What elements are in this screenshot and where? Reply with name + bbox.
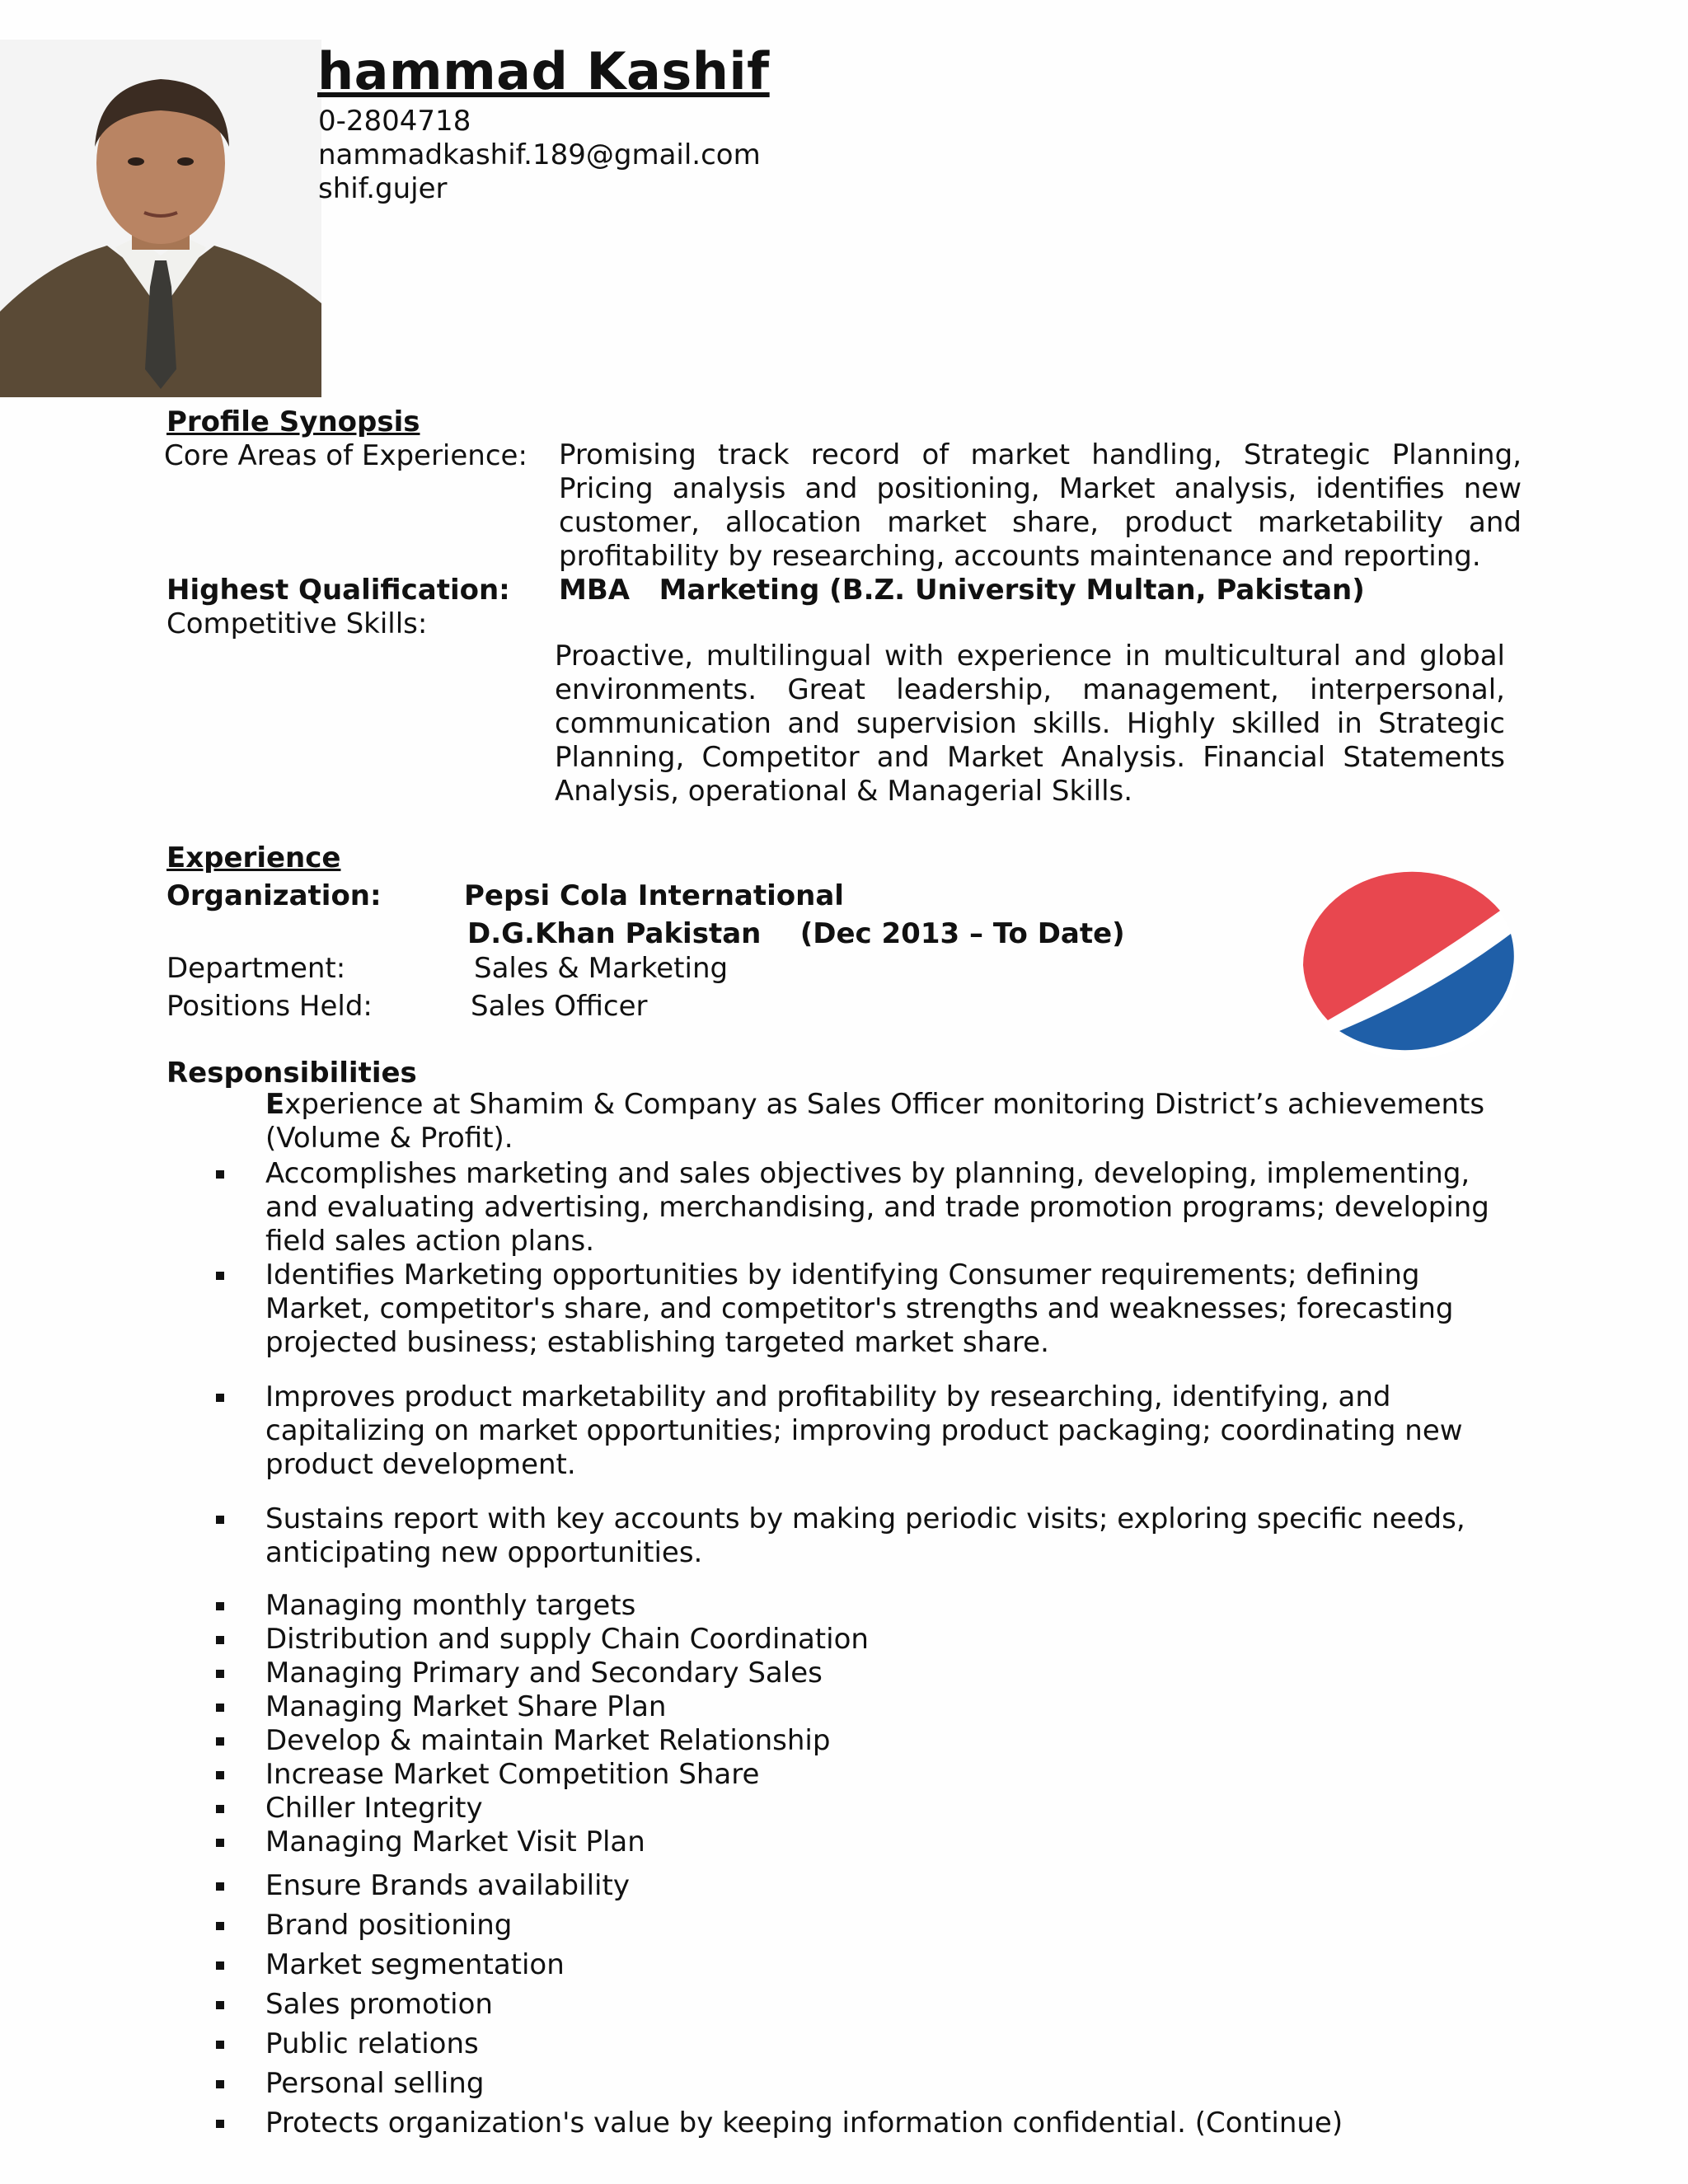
list-item xyxy=(214,1724,1525,1758)
bullet-square-icon xyxy=(216,1516,224,1524)
bullet-text: Identifies Marketing opportunities by identifying Consumer requirements; defining Market, competitor's share, and competitor's strengths and weaknesses; forecasting projected business; establishing targeted market share. xyxy=(265,1258,1454,1359)
bullet-square-icon xyxy=(216,1737,224,1746)
skills-label: Competitive Skills: xyxy=(166,607,428,640)
bullet-text: Develop & maintain Market Relationship xyxy=(265,1724,831,1757)
bullet-text: Personal selling xyxy=(265,2067,485,2100)
list-item xyxy=(214,1589,1525,1623)
list-item xyxy=(214,1380,1525,1482)
bullet-square-icon xyxy=(216,1170,224,1179)
list-item xyxy=(214,1866,1525,1905)
responsibilities-heading: Responsibilities xyxy=(166,1057,417,1090)
email-address: nammadkashif.189@gmail.com xyxy=(318,138,761,171)
bullet-square-icon xyxy=(216,1394,224,1402)
list-item xyxy=(214,1502,1525,1570)
task-list-a xyxy=(214,1589,1525,1859)
bullet-square-icon xyxy=(216,1670,224,1678)
core-areas-label: Core Areas of Experience: xyxy=(164,439,528,472)
list-item xyxy=(214,1905,1525,1945)
skills-text: Proactive, multilingual with experience in multicultural and global environments. Great leadership, management, interpersonal, communication and supervision skills. Highly skilled in Strategic Planning, Competitor and Market Analysis. Financial Statements Analysis, operational & Managerial Skills. xyxy=(555,640,1505,808)
list-item xyxy=(214,1985,1525,2024)
responsibilities-intro xyxy=(265,1088,1502,1155)
bullet-text: Sustains report with key accounts by making periodic visits; exploring specific needs, anticipating new opportunities. xyxy=(265,1502,1465,1569)
responsibility-list xyxy=(214,1157,1525,1570)
bullet-text: Ensure Brands availability xyxy=(265,1869,630,1902)
department-label: Department: xyxy=(166,952,346,985)
qualification-value: MBA Marketing (B.Z. University Multan, Pakistan) xyxy=(559,574,1365,607)
list-item xyxy=(214,1258,1525,1360)
bullet-square-icon xyxy=(216,2120,224,2128)
organization-location: D.G.Khan Pakistan (Dec 2013 – To Date) xyxy=(467,917,1125,950)
list-item xyxy=(214,1657,1525,1690)
bullet-square-icon xyxy=(216,1805,224,1813)
qualification-label: Highest Qualification: xyxy=(166,574,510,607)
department-value: Sales & Marketing xyxy=(474,952,729,985)
bullet-square-icon xyxy=(216,1602,224,1610)
bullet-square-icon xyxy=(216,1922,224,1930)
bullet-text: Brand positioning xyxy=(265,1909,513,1942)
list-item xyxy=(214,2024,1525,2064)
list-item xyxy=(214,1157,1525,1258)
bullet-text: Public relations xyxy=(265,2027,479,2060)
list-item xyxy=(214,1945,1525,1985)
list-item xyxy=(214,2064,1525,2103)
bullet-square-icon xyxy=(216,1272,224,1280)
bullet-square-icon xyxy=(216,1636,224,1644)
phone-number: 0-2804718 xyxy=(318,105,471,138)
bullet-text: Managing monthly targets xyxy=(265,1589,636,1622)
bullet-square-icon xyxy=(216,2001,224,2009)
organization-name: Pepsi Cola International xyxy=(464,879,844,912)
bullet-square-icon xyxy=(216,1839,224,1847)
candidate-name: hammad Kashif xyxy=(317,41,770,101)
bullet-text: Protects organization's value by keeping information confidential. (Continue) xyxy=(265,2107,1343,2139)
bullet-text: Improves product marketability and profitability by researching, identifying, and capitalizing on market opportunities; improving product packaging; coordinating new product development. xyxy=(265,1380,1463,1481)
list-item xyxy=(214,1825,1525,1859)
list-item xyxy=(214,1792,1525,1825)
profile-heading: Profile Synopsis xyxy=(166,405,420,438)
intro-first-letter: E xyxy=(265,1088,285,1121)
intro-text: xperience at Shamim & Company as Sales Officer monitoring District’s achievements (Volume & Profit). xyxy=(265,1088,1485,1155)
list-item xyxy=(214,2103,1525,2143)
list-item xyxy=(214,1690,1525,1724)
bullet-text: Accomplishes marketing and sales objectives by planning, developing, implementing, and evaluating advertising, merchandising, and trade promotion programs; developing field sales action plans. xyxy=(265,1157,1489,1258)
bullet-square-icon xyxy=(216,1882,224,1891)
bullet-square-icon xyxy=(216,1771,224,1779)
skype-id: shif.gujer xyxy=(318,172,448,205)
bullet-text: Chiller Integrity xyxy=(265,1792,483,1825)
bullet-square-icon xyxy=(216,2041,224,2049)
bullet-text: Market segmentation xyxy=(265,1948,565,1981)
core-areas-text: Promising track record of market handling, Strategic Planning, Pricing analysis and positioning, Market analysis, identifies new customer, allocation market share, product marketability and profitability by researching, accounts maintenance and reporting. xyxy=(559,438,1522,573)
bullet-text: Managing Market Share Plan xyxy=(265,1690,667,1723)
pepsi-logo xyxy=(1298,868,1521,1066)
organization-label: Organization: xyxy=(166,879,382,912)
experience-heading: Experience xyxy=(166,841,341,874)
bullet-text: Increase Market Competition Share xyxy=(265,1758,760,1791)
bullet-square-icon xyxy=(216,1961,224,1970)
task-list-b xyxy=(214,1866,1525,2143)
positions-value: Sales Officer xyxy=(471,990,648,1023)
positions-label: Positions Held: xyxy=(166,990,373,1023)
bullet-text: Managing Primary and Secondary Sales xyxy=(265,1657,823,1690)
profile-photo xyxy=(0,40,321,397)
bullet-text: Sales promotion xyxy=(265,1988,493,2021)
list-item xyxy=(214,1623,1525,1657)
bullet-square-icon xyxy=(216,1704,224,1712)
bullet-text: Distribution and supply Chain Coordination xyxy=(265,1623,869,1656)
bullet-square-icon xyxy=(216,2080,224,2088)
list-item xyxy=(214,1758,1525,1792)
bullet-text: Managing Market Visit Plan xyxy=(265,1825,645,1858)
